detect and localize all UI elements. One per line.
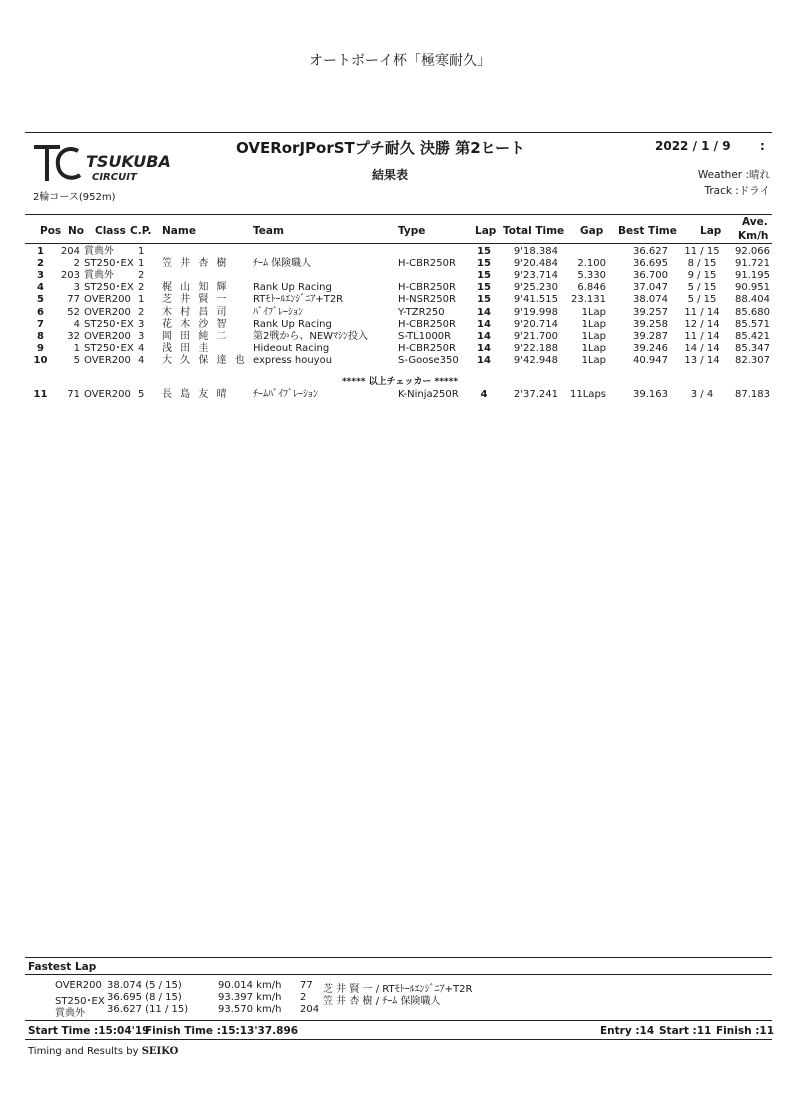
cell-pos: 8 [37, 330, 44, 342]
cell-best: 39.287 [633, 330, 668, 342]
col-header-class: Class [95, 225, 126, 237]
cell-spd: 88.404 [735, 294, 770, 306]
cell-total: 9'23.714 [513, 270, 558, 282]
result-row [0, 331, 800, 343]
cell-pos: 6 [37, 306, 44, 318]
cell-laps: 11 / 15 [684, 246, 720, 257]
cell-spd: 85.347 [735, 342, 770, 354]
cell-lap: 14 [477, 318, 491, 330]
col-header-type: Type [398, 225, 426, 237]
result-row [0, 307, 800, 319]
cell-spd: 85.571 [735, 318, 770, 330]
cell-type: S-Goose350 [398, 354, 459, 366]
cell-gap: 5.330 [577, 270, 606, 282]
cell-laps: 11 / 14 [684, 330, 720, 342]
cell-laps: 9 / 15 [687, 270, 717, 282]
track-label: Track :ドライ [704, 185, 770, 197]
race-time: : [760, 139, 765, 153]
cell-name: 大 久 保 達 也 [162, 354, 248, 366]
cell-no: 32 [67, 330, 80, 342]
fastest-lap-title: Fastest Lap [28, 961, 97, 973]
tsukuba-circuit-logo [30, 143, 205, 185]
cell-no: 5 [73, 354, 80, 366]
finish-count: Finish :11 [716, 1025, 775, 1037]
cell-team: Rank Up Racing [253, 282, 332, 294]
cell-name: 花 木 沙 智 [162, 318, 230, 330]
cell-type: Y-TZR250 [398, 306, 445, 318]
cell-type: K-Ninja250R [398, 389, 459, 400]
race-title: OVERorJPorSTプチ耐久 決勝 第2ヒート [236, 139, 526, 157]
cell-no: 3 [73, 282, 80, 294]
start-count: Start :11 [659, 1025, 712, 1037]
fl-rider: 芝 井 賢 一 / RTﾓﾄｰﾙｴﾝｼﾞﾆｱ+T2R [323, 984, 473, 995]
cell-no: 1 [73, 342, 80, 354]
col-header-name: Name [162, 225, 196, 237]
fl-speed: 93.397 km/h [218, 992, 282, 1003]
col-header-pos: Pos [40, 225, 62, 237]
cell-lap: 15 [477, 258, 491, 270]
cell-cls: OVER200 [84, 306, 131, 318]
cell-laps: 5 / 15 [687, 294, 717, 306]
cell-type: H-CBR250R [398, 342, 456, 354]
cell-spd: 85.680 [735, 306, 770, 318]
cell-best: 36.700 [633, 270, 668, 282]
cell-team: ﾁｰﾑ 保険職人 [253, 258, 312, 270]
fastest-lap-top-rule [25, 957, 772, 958]
footer-top-rule [25, 1020, 772, 1021]
cell-total: 9'25.230 [513, 282, 558, 294]
seiko-brand: SEIKO [141, 1046, 179, 1057]
timing-credit [28, 1046, 178, 1057]
cell-cp: 5 [138, 389, 145, 400]
cell-gap: 1Lap [581, 306, 606, 318]
cell-name: 浅 田 圭 [162, 342, 211, 354]
cell-spd: 91.195 [735, 270, 770, 282]
cell-cls: OVER200 [84, 330, 131, 342]
cell-no: 4 [73, 318, 80, 330]
cell-cls: OVER200 [84, 354, 131, 366]
cell-team: Hideout Racing [253, 342, 330, 354]
col-header-gap: Gap [580, 225, 604, 237]
timing-prefix: Timing and Results by [28, 1046, 139, 1057]
col-header-ave: Ave. [742, 216, 768, 228]
cell-total: 9'41.515 [513, 294, 558, 306]
cell-gap: 2.100 [577, 258, 606, 270]
result-row [0, 258, 800, 270]
result-row [0, 270, 800, 282]
finish-time: Finish Time :15:13'37.896 [145, 1025, 299, 1037]
cell-best: 39.258 [633, 318, 668, 330]
col-header-cp: C.P. [130, 225, 152, 237]
cell-laps: 11 / 14 [684, 306, 720, 318]
cell-lap: 14 [477, 342, 491, 354]
cell-cls: OVER200 [84, 389, 131, 400]
cell-best: 36.627 [633, 246, 668, 257]
result-row [0, 389, 800, 401]
document-title: オートボーイ杯「極寒耐久」 [309, 53, 491, 69]
cell-lap: 15 [477, 270, 491, 282]
col-header-no: No [68, 225, 85, 237]
cell-pos: 5 [37, 294, 44, 306]
cell-pos: 2 [37, 258, 44, 270]
cell-name: 長 島 友 晴 [162, 389, 230, 400]
cell-cls: 賞典外 [84, 270, 114, 282]
cell-team: ﾊﾞｲﾌﾞﾚｰｼｮﾝ [253, 306, 303, 318]
cell-cls: ST250･EX [84, 282, 134, 294]
cell-total: 9'19.998 [513, 306, 558, 318]
cell-pos: 1 [37, 246, 44, 257]
cell-best: 36.695 [633, 258, 668, 270]
weather-label: Weather :晴れ [697, 169, 770, 181]
cell-spd: 87.183 [735, 389, 770, 400]
fl-time: 36.627 (11 / 15) [107, 1004, 189, 1015]
cell-type: H-NSR250R [398, 294, 456, 306]
cell-laps: 5 / 15 [687, 282, 717, 294]
cell-gap: 1Lap [581, 342, 606, 354]
svg-text:TSUKUBA: TSUKUBA [86, 152, 171, 171]
cell-best: 38.074 [633, 294, 668, 306]
cell-best: 39.163 [633, 389, 668, 400]
cell-gap: 1Lap [581, 330, 606, 342]
result-row [0, 282, 800, 294]
cell-gap: 6.846 [577, 282, 606, 294]
cell-gap: 1Lap [581, 354, 606, 366]
cell-total: 2'37.241 [513, 389, 558, 400]
cell-type: H-CBR250R [398, 258, 456, 270]
entry-count: Entry :14 [600, 1025, 655, 1037]
result-row [0, 294, 800, 306]
fl-no: 77 [300, 980, 313, 991]
cell-laps: 8 / 15 [687, 258, 717, 270]
fl-no: 2 [300, 992, 307, 1003]
footer-bottom-rule [25, 1039, 772, 1040]
cell-best: 39.257 [633, 306, 668, 318]
cell-team: RTﾓﾄｰﾙｴﾝｼﾞﾆｱ+T2R [253, 294, 344, 306]
header-bottom-rule [25, 243, 772, 244]
cell-pos: 7 [37, 318, 44, 330]
svg-text:CIRCUIT: CIRCUIT [92, 172, 137, 183]
cell-total: 9'22.188 [513, 342, 558, 354]
col-header-lap: Lap [475, 225, 497, 237]
cell-cp: 3 [138, 318, 145, 330]
cell-cls: ST250･EX [84, 342, 134, 354]
cell-laps: 3 / 4 [690, 389, 714, 400]
col-header-best-lap: Lap [700, 225, 722, 237]
cell-cp: 1 [138, 258, 145, 270]
cell-lap: 14 [477, 306, 491, 318]
cell-gap: 23.131 [571, 294, 606, 306]
cell-type: S-TL1000R [398, 330, 452, 342]
cell-cls: OVER200 [84, 294, 131, 306]
cell-type: H-CBR250R [398, 318, 456, 330]
cell-total: 9'21.700 [513, 330, 558, 342]
cell-type: H-CBR250R [398, 282, 456, 294]
cell-laps: 13 / 14 [684, 354, 720, 366]
cell-pos: 11 [33, 389, 48, 400]
col-header-kmh: Km/h [738, 230, 769, 242]
cell-laps: 14 / 14 [684, 342, 720, 354]
header-top-rule [25, 214, 772, 215]
fl-time: 38.074 (5 / 15) [107, 980, 182, 991]
top-divider [25, 132, 772, 133]
result-row [0, 343, 800, 355]
cell-no: 2 [73, 258, 80, 270]
cell-total: 9'20.714 [513, 318, 558, 330]
cell-lap: 15 [477, 282, 491, 294]
fl-class: ST250･EX [55, 996, 105, 1007]
fl-class: OVER200 [55, 980, 102, 991]
race-date: 2022 / 1 / 9 [655, 139, 731, 153]
cell-spd: 90.951 [735, 282, 770, 294]
cell-pos: 9 [37, 342, 44, 354]
cell-team: Rank Up Racing [253, 318, 332, 330]
fl-rider: 笠 井 杏 樹 / ﾁｰﾑ 保険職人 [323, 996, 441, 1007]
cell-spd: 82.307 [735, 354, 770, 366]
cell-cp: 4 [138, 354, 145, 366]
cell-name: 笠 井 杏 樹 [162, 258, 230, 270]
cell-name: 梶 山 知 輝 [162, 282, 230, 294]
cell-no: 77 [67, 294, 80, 306]
cell-cp: 2 [138, 306, 145, 318]
cell-pos: 10 [33, 354, 48, 366]
cell-spd: 91.721 [735, 258, 770, 270]
cell-laps: 12 / 14 [684, 318, 720, 330]
cell-name: 木 村 昌 司 [162, 306, 230, 318]
cell-gap: 11Laps [570, 389, 606, 400]
result-row [0, 246, 800, 258]
cell-no: 52 [67, 306, 80, 318]
fl-class: 賞典外 [55, 1008, 85, 1019]
cell-cp: 4 [138, 342, 145, 354]
cell-cp: 1 [138, 294, 145, 306]
cell-no: 204 [60, 246, 80, 257]
col-header-total-time: Total Time [503, 225, 565, 237]
cell-cp: 2 [138, 270, 145, 282]
result-row [0, 355, 800, 367]
cell-total: 9'42.948 [513, 354, 558, 366]
fl-no: 204 [300, 1004, 320, 1015]
cell-pos: 4 [37, 282, 44, 294]
cell-best: 40.947 [633, 354, 668, 366]
results-subtitle: 結果表 [372, 168, 409, 182]
cell-lap: 14 [477, 330, 491, 342]
cell-spd: 92.066 [735, 246, 770, 257]
cell-best: 39.246 [633, 342, 668, 354]
fastest-lap-title-rule [25, 974, 772, 975]
cell-pos: 3 [37, 270, 44, 282]
cell-no: 203 [60, 270, 80, 282]
cell-name: 岡 田 純 二 [162, 330, 230, 342]
cell-lap: 14 [477, 354, 491, 366]
cell-name: 芝 井 賢 一 [162, 294, 230, 306]
cell-no: 71 [67, 389, 80, 400]
cell-team: express houyou [253, 354, 333, 366]
start-time: Start Time :15:04'19 [28, 1025, 150, 1037]
col-header-best-time: Best Time [618, 225, 677, 237]
cell-total: 9'20.484 [513, 258, 558, 270]
fl-speed: 90.014 km/h [218, 980, 282, 991]
cell-spd: 85.421 [735, 330, 770, 342]
fl-time: 36.695 (8 / 15) [107, 992, 182, 1003]
checker-line: ***** 以上チェッカー ***** [341, 377, 459, 387]
course-label: 2輪コース(952m) [33, 192, 116, 203]
cell-cls: 賞典外 [84, 246, 114, 257]
cell-cp: 1 [138, 246, 145, 257]
fl-speed: 93.570 km/h [218, 1004, 282, 1015]
cell-cp: 2 [138, 282, 145, 294]
cell-cls: ST250･EX [84, 258, 134, 270]
cell-lap: 15 [477, 294, 491, 306]
cell-gap: 1Lap [581, 318, 606, 330]
cell-best: 37.047 [633, 282, 668, 294]
col-header-team: Team [253, 225, 284, 237]
cell-lap: 4 [480, 389, 488, 400]
cell-lap: 15 [477, 246, 491, 257]
cell-cls: ST250･EX [84, 318, 134, 330]
result-row [0, 319, 800, 331]
cell-cp: 3 [138, 330, 145, 342]
cell-team: ﾁｰﾑﾊﾞｲﾌﾞﾚｰｼｮﾝ [253, 389, 318, 400]
cell-total: 9'18.384 [513, 246, 558, 257]
cell-team: 第2戦から、NEWﾏｼﾝ投入 [253, 330, 369, 342]
